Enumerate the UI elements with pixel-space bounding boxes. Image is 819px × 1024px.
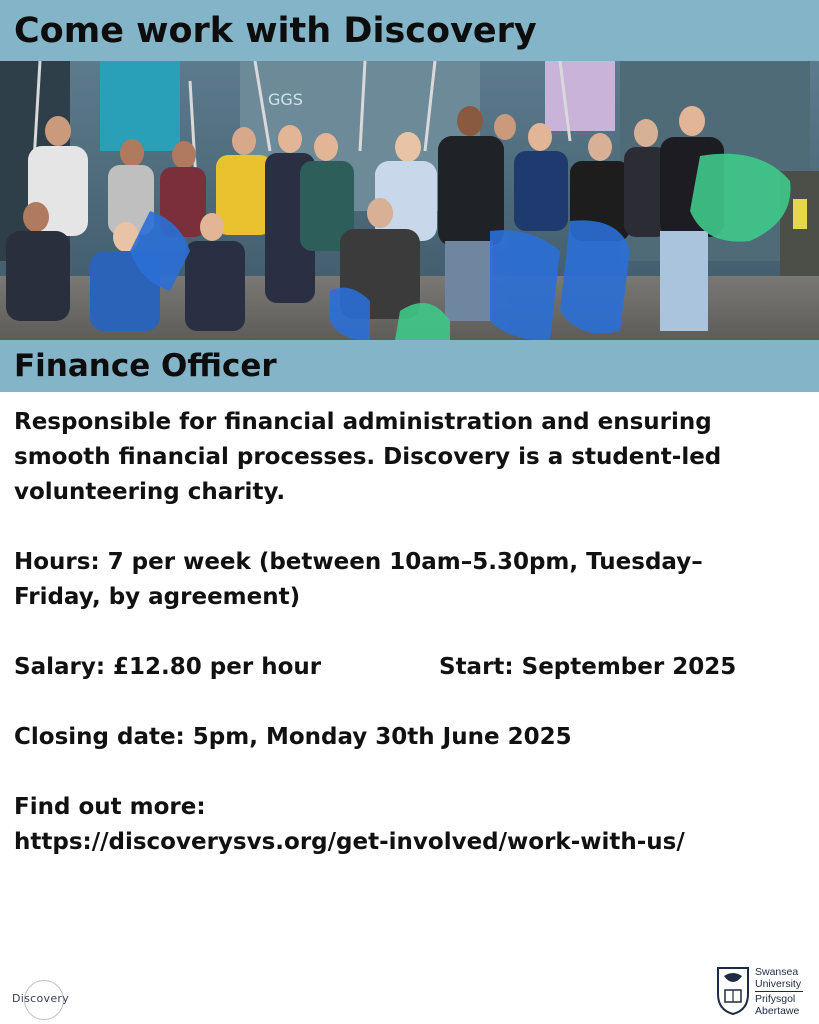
find-out-more bbox=[14, 790, 804, 860]
role-title: Finance Officer bbox=[14, 348, 277, 384]
role-banner bbox=[0, 340, 819, 392]
start-text: Start: September 2025 bbox=[439, 654, 737, 680]
job-details bbox=[14, 405, 804, 860]
salary-text: Salary: £12.80 per hour bbox=[14, 654, 322, 680]
group-photo bbox=[0, 61, 819, 340]
page-title: Come work with Discovery bbox=[14, 10, 537, 51]
intro-line-2: smooth financial processes. Discovery is a student-led bbox=[14, 444, 722, 470]
university-name bbox=[755, 966, 803, 1017]
salary-start-row bbox=[14, 650, 804, 685]
discovery-logo-text: Discovery bbox=[12, 992, 70, 1005]
hours-paragraph bbox=[14, 545, 804, 615]
building-sign: GGS bbox=[268, 90, 303, 109]
intro-line-1: Responsible for financial administration and ensuring bbox=[14, 409, 712, 435]
swansea-university-logo bbox=[716, 966, 816, 1018]
uni-line-3: Prifysgol bbox=[755, 993, 796, 1005]
find-out-more-link[interactable]: https://discoverysvs.org/get-involved/work-with-us/ bbox=[14, 829, 685, 855]
find-out-more-label: Find out more: bbox=[14, 794, 206, 820]
uni-line-2: University bbox=[755, 978, 802, 990]
intro-paragraph bbox=[14, 405, 804, 510]
university-crest-icon bbox=[716, 966, 750, 1016]
closing-date-text: Closing date: 5pm, Monday 30th June 2025 bbox=[14, 724, 572, 750]
discovery-logo bbox=[10, 978, 80, 1020]
header-banner bbox=[0, 0, 819, 61]
uni-line-1: Swansea bbox=[755, 966, 799, 978]
hours-line-1: Hours: 7 per week (between 10am–5.30pm, Tuesday– bbox=[14, 549, 703, 575]
hours-line-2: Friday, by agreement) bbox=[14, 584, 301, 610]
uni-divider bbox=[755, 991, 803, 992]
intro-line-3: volunteering charity. bbox=[14, 479, 286, 505]
uni-line-4: Abertawe bbox=[755, 1005, 800, 1017]
